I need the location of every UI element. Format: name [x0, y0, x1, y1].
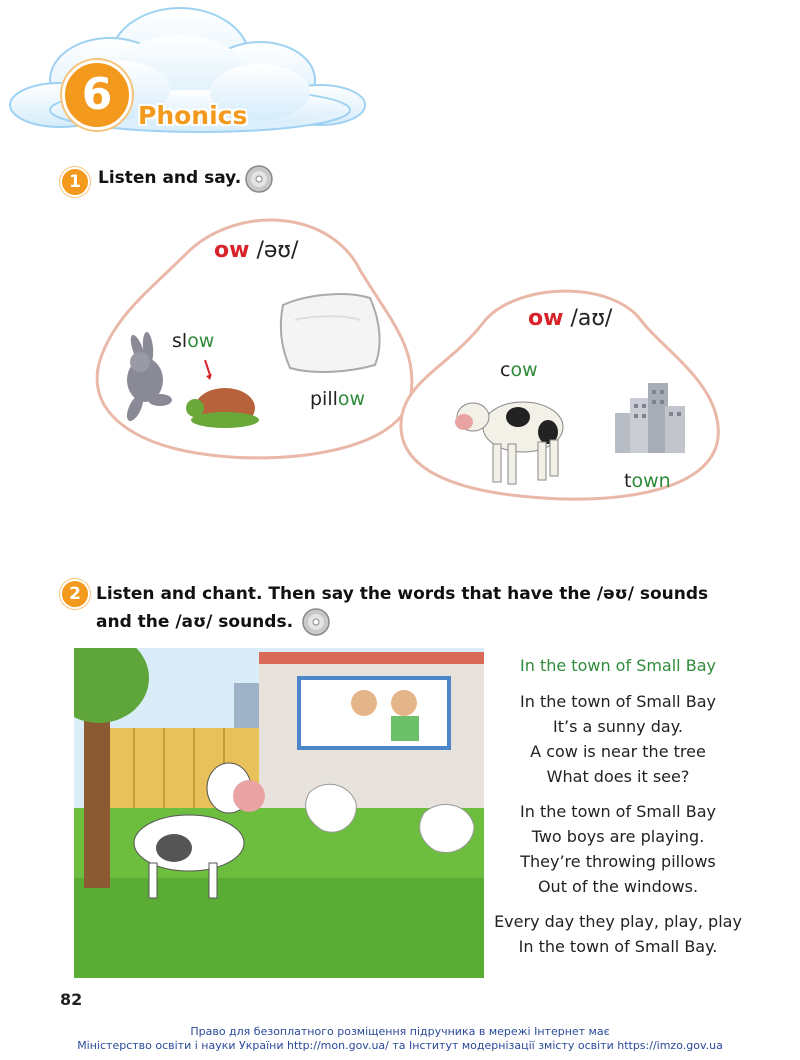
word-town: town — [624, 470, 671, 492]
poem-line: It’s a sunny day. — [553, 717, 683, 736]
town-scene-illustration — [74, 648, 484, 978]
poem-line: In the town of Small Bay — [520, 802, 716, 821]
page-number: 82 — [60, 990, 83, 1009]
pillow-illustration — [275, 290, 385, 375]
town-illustration — [610, 378, 690, 458]
cd-icon[interactable] — [301, 607, 331, 637]
lesson-number-badge: 6 — [62, 60, 132, 130]
word-slow: slow — [172, 330, 215, 352]
poem-line: Two boys are playing. — [531, 827, 705, 846]
poem-line: In the town of Small Bay. — [518, 937, 718, 956]
cd-icon[interactable] — [244, 164, 274, 194]
poem-line: In the town of Small Bay — [520, 692, 716, 711]
poem-title: In the town of Small Bay — [520, 656, 716, 675]
sound-heading-ou: ow /əʊ/ — [214, 238, 299, 263]
chant-poem — [490, 656, 746, 969]
exercise-1-number: 1 — [60, 167, 90, 197]
sound-heading-au: ow /aʊ/ — [528, 306, 613, 331]
poem-line: Out of the windows. — [537, 877, 699, 896]
poem-line: Every day they play, play, play — [494, 912, 742, 931]
exercise-2-instruction: Listen and chant. Then say the words that have the /əʊ/ sounds and the /aʊ/ sounds. — [96, 582, 716, 637]
exercise-1-instruction: Listen and say. — [98, 168, 242, 188]
poem-line: They’re throwing pillows — [520, 852, 716, 871]
poem-line: A cow is near the tree — [530, 742, 706, 761]
poem-stanza-1 — [490, 689, 746, 789]
lesson-title: Phonics — [138, 101, 248, 130]
poem-stanza-2 — [490, 799, 746, 899]
poem-line: What does it see? — [546, 767, 690, 786]
copyright-footer: Право для безоплатного розміщення підручника в мережі Інтернет має Міністерство освіти і науки України http://mon.gov.ua/ та Інститут модернізації змісту освіти https://imzo.gov.ua — [77, 1025, 723, 1052]
cow-illustration — [448, 382, 568, 492]
exercise-2-number: 2 — [60, 579, 90, 609]
word-cow: cow — [500, 359, 538, 381]
word-pillow: pillow — [310, 388, 366, 410]
poem-stanza-3 — [490, 909, 746, 959]
